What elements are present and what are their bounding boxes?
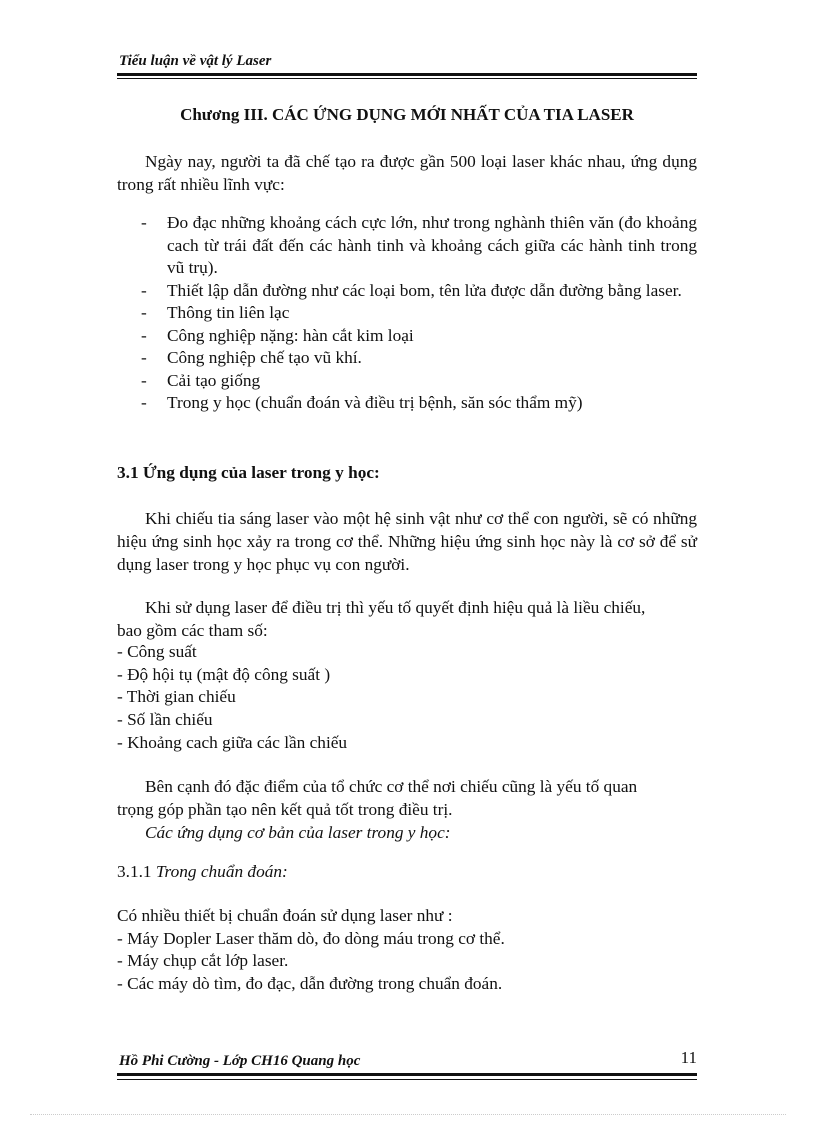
list-item: - Công suất xyxy=(117,642,197,661)
section-3-1-paragraph-1: Khi chiếu tia sáng laser vào một hệ sinh vật như cơ thể con người, sẽ có những hiệu ứng sinh học xảy ra trong cơ thể. Những hiệu ứng sinh học này là cơ sở để sử dụng laser trong y học phục vụ con người. xyxy=(117,509,697,574)
footer-rule-thin xyxy=(117,1079,697,1080)
section-3-1-paragraph-3-line-1: Bên cạnh đó đặc điểm của tổ chức cơ thể nơi chiếu cũng là yếu tố quan xyxy=(145,777,638,796)
list-item: - Máy chụp cắt lớp laser. xyxy=(117,951,289,971)
list-item: - Các máy dò tìm, đo đạc, dẫn đường trong chuẩn đoán. xyxy=(117,974,503,994)
section-3-1-paragraph-2-line-1: Khi sử dụng laser để điều trị thì yếu tố quyết định hiệu quả là liều chiếu, xyxy=(145,598,646,617)
section-3-1-paragraph-2-line-2: bao gồm các tham số: xyxy=(117,621,268,640)
diagnostic-devices-list xyxy=(117,905,697,996)
list-item: - Máy Dopler Laser thăm dò, đo dòng máu trong cơ thể. xyxy=(117,928,505,948)
list-item: - Thông tin liên lạc xyxy=(141,302,697,325)
section-heading-3-1: 3.1 Ứng dụng của laser trong y học: xyxy=(117,463,380,482)
list-item: - Độ hội tụ (mật độ công suất ) xyxy=(117,664,331,684)
section-title: Trong chuẩn đoán: xyxy=(155,862,288,881)
intro-paragraph: Ngày nay, người ta đã chế tạo ra được gần 500 loại laser khác nhau, ứng dụng trong rất nhiều lĩnh vực: xyxy=(117,152,697,194)
header-rule-thin xyxy=(117,78,697,79)
section-number: 3.1.1 xyxy=(117,862,152,881)
page-edge-divider xyxy=(30,1114,786,1115)
page-number: 11 xyxy=(680,1048,697,1067)
list-item: - Trong y học (chuẩn đoán và điều trị bệnh, săn sóc thẩm mỹ) xyxy=(141,392,697,415)
list-item: - Công nghiệp chế tạo vũ khí. xyxy=(141,347,697,370)
list-intro: Có nhiều thiết bị chuẩn đoán sử dụng laser như : xyxy=(117,906,453,925)
list-item: - Số lần chiếu xyxy=(117,710,213,730)
list-item: - Thời gian chiếu xyxy=(117,687,236,707)
list-item: - Khoảng cach giữa các lần chiếu xyxy=(117,732,348,752)
section-3-1-italic-line: Các ứng dụng cơ bản của laser trong y học: xyxy=(145,823,451,842)
applications-list xyxy=(141,212,697,415)
footer-rule-thick xyxy=(117,1073,697,1076)
list-item: - Thiết lập dẫn đường như các loại bom, tên lửa được dẫn đường bằng laser. xyxy=(141,280,697,303)
chapter-title: Chương III. CÁC ỨNG DỤNG MỚI NHẤT CỦA TIA LASER xyxy=(180,105,634,124)
section-3-1-paragraph-3-line-2: trọng góp phần tạo nên kết quả tốt trong điều trị. xyxy=(117,800,453,819)
section-heading-3-1-1 xyxy=(117,862,288,882)
dose-parameters-list xyxy=(117,641,697,755)
list-item: - Công nghiệp nặng: hàn cắt kim loại xyxy=(141,325,697,348)
list-item: - Đo đạc những khoảng cách cực lớn, như trong nghành thiên văn (đo khoảng cach từ trái đất đến các hành tinh và khoảng cách giữa các hành tinh trong vũ trụ). xyxy=(141,212,697,280)
header-rule-thick xyxy=(117,73,697,76)
running-header-title: Tiểu luận về vật lý Laser xyxy=(119,53,272,69)
list-item: - Cải tạo giống xyxy=(141,370,697,393)
footer-author: Hồ Phi Cường - Lớp CH16 Quang học xyxy=(119,1053,361,1069)
